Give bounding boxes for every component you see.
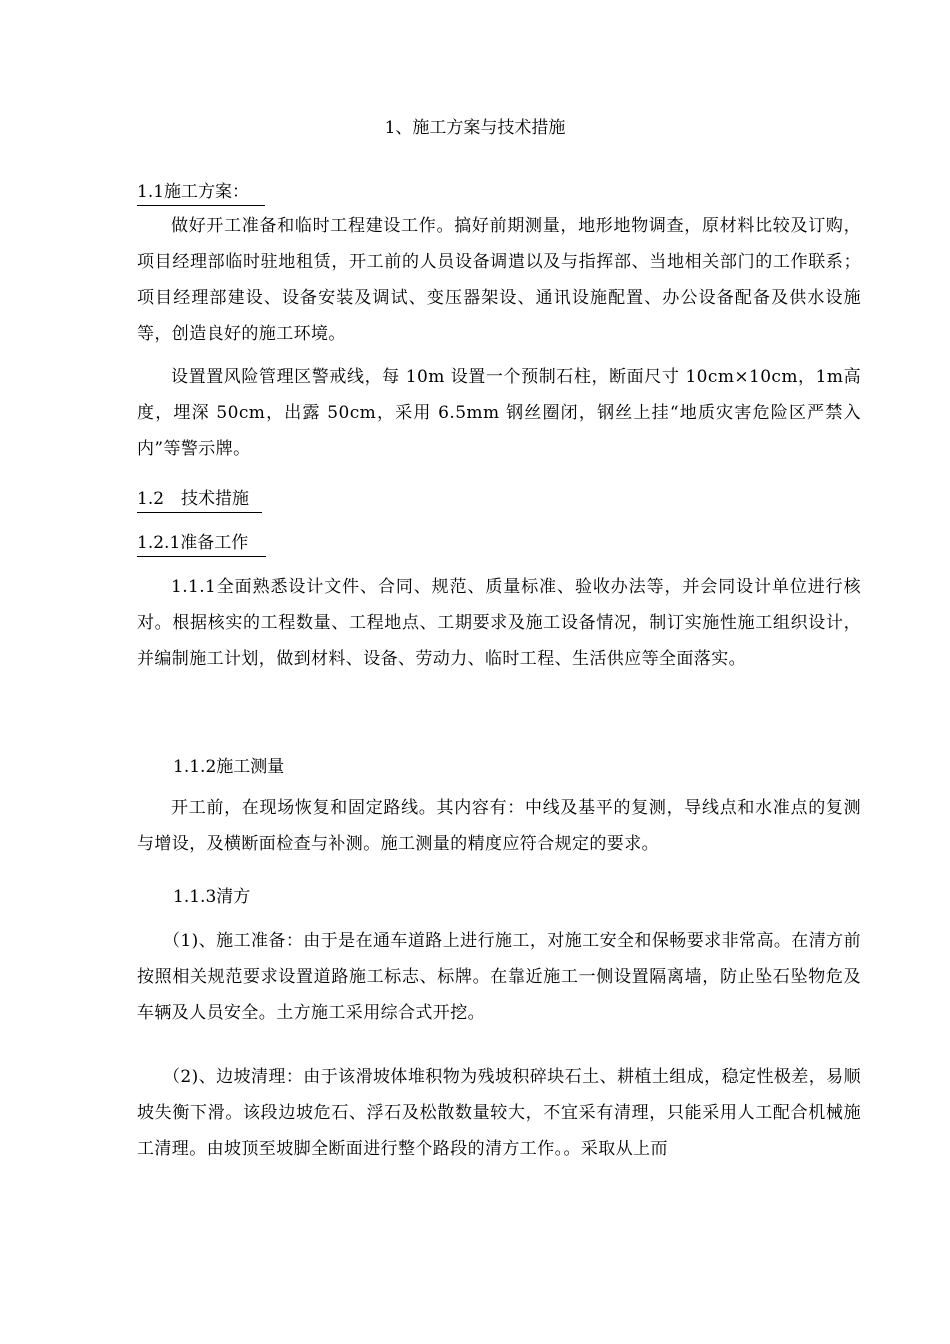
paragraph-construction-preparation: （1)、施工准备：由于是在通车道路上进行施工，对施工安全和保畅要求非常高。在清方前按照相关规范要求设置道路施工标志、标牌。在靠近施工一侧设置隔离墙，防止坠石坠物危及车辆及人员安全。土方施工采用综合式开挖。 [137, 931, 861, 1023]
section-heading-1-2: 1.2 技术措施 [137, 487, 262, 513]
paragraph-design-documents: 1.1.1全面熟悉设计文件、合同、规范、质量标准、验收办法等，并会同设计单位进行核对。根据核实的工程数量、工程地点、工期要求及施工设备情况，制订实施性施工组织设计，并编制施工计划，做到材料、设备、劳动力、临时工程、生活供应等全面落实。 [137, 577, 861, 669]
section-heading-1-2-1: 1.2.1准备工作 [137, 531, 266, 557]
section-heading-1-1: 1.1施工方案： [137, 180, 265, 206]
subheading-clearing: 1.1.3清方 [173, 887, 251, 907]
paragraph-preparation: 做好开工准备和临时工程建设工作。搞好前期测量，地形地物调查，原材料比较及订购，项目经理部临时驻地租赁，开工前的人员设备调遣以及与指挥部、当地相关部门的工作联系；项目经理部建设、设备安装及调试、变压器架设、通讯设施配置、办公设备配备及供水设施等，创造良好的施工环境。 [137, 216, 861, 344]
paragraph-slope-clearing: （2)、边坡清理：由于该滑坡体堆积物为残坡积碎块石土、耕植土组成，稳定性极差，易顺坡失衡下滑。该段边坡危石、浮石及松散数量较大，不宜采有清理，只能采用人工配合机械施工清理。由坡顶至坡脚全断面进行整个路段的清方工作。。采取从上而 [137, 1067, 861, 1159]
paragraph-warning-line: 设置置风险管理区警戒线，每 10m 设置一个预制石柱，断面尺寸 10cm×10cm，1m高度，埋深 50cm，出露 50cm，采用 6.5mm 钢丝圈闭，钢丝上挂“地质灾害危险区严禁入内”等警示牌。 [137, 367, 861, 459]
subheading-survey: 1.1.2施工测量 [173, 757, 285, 777]
paragraph-survey: 开工前，在现场恢复和固定路线。其内容有：中线及基平的复测，导线点和水准点的复测与增设，及横断面检查与补测。施工测量的精度应符合规定的要求。 [137, 798, 861, 854]
document-title: 1、施工方案与技术措施 [384, 118, 566, 138]
